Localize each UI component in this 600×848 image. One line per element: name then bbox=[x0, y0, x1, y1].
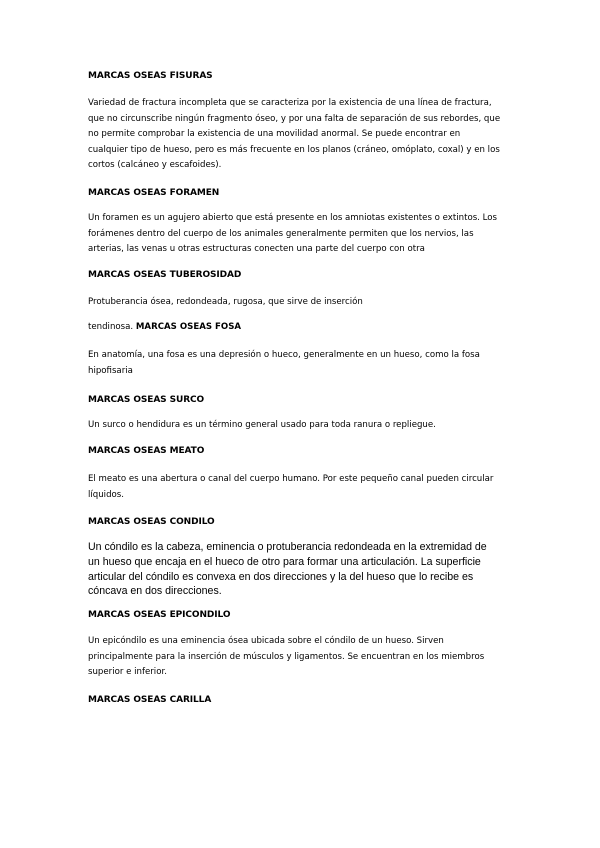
heading-fisuras: MARCAS OSEAS FISURAS bbox=[88, 71, 213, 81]
text-line: cortos (calcáneo y escafoides). bbox=[88, 160, 222, 170]
paragraph-foramen bbox=[88, 211, 528, 258]
paragraph-tuberosidad bbox=[88, 295, 528, 311]
tuberosidad-text-end: tendinosa. bbox=[88, 322, 134, 332]
heading-tuberosidad: MARCAS OSEAS TUBEROSIDAD bbox=[88, 270, 242, 280]
text-line: Variedad de fractura incompleta que se caracteriza por la existencia de una línea de fractura, bbox=[88, 98, 492, 108]
heading-foramen: MARCAS OSEAS FORAMEN bbox=[88, 188, 220, 198]
text-line: Un cóndilo es la cabeza, eminencia o protuberancia redondeada en la extremidad de bbox=[88, 541, 487, 553]
paragraph-meato bbox=[88, 472, 528, 503]
paragraph-surco bbox=[88, 418, 528, 434]
text-line: articular del cóndilo es convexa en dos direcciones y la del hueso que lo recibe es bbox=[88, 570, 474, 583]
text-line: superior e inferior. bbox=[88, 667, 167, 677]
heading-surco: MARCAS OSEAS SURCO bbox=[88, 395, 205, 405]
text-line: un hueso que encaja en el hueco de otro para formar una articulación. La superficie bbox=[88, 555, 481, 568]
text-line: Protuberancia ósea, redondeada, rugosa, que sirve de inserción bbox=[88, 297, 363, 307]
text-line: cóncava en dos direcciones. bbox=[88, 585, 222, 598]
text-line: forámenes dentro del cuerpo de los animales generalmente permiten que los nervios, las bbox=[88, 228, 474, 239]
paragraph-condilo bbox=[88, 540, 528, 599]
paragraph-fosa bbox=[88, 348, 528, 379]
text-line bbox=[88, 320, 528, 336]
text-line: Un foramen es un agujero abierto que está presente en los amniotas existentes o extintos. Los bbox=[88, 213, 498, 223]
text-line: cualquier tipo de hueso, pero es más frecuente en los planos (cráneo, omóplato, coxal) y en los bbox=[88, 144, 500, 155]
heading-meato: MARCAS OSEAS MEATO bbox=[88, 446, 205, 456]
paragraph-tuberosidad-end bbox=[88, 320, 528, 336]
paragraph-fisuras bbox=[88, 96, 528, 174]
text-line: El meato es una abertura o canal del cuerpo humano. Por este pequeño canal pueden circular bbox=[88, 474, 494, 484]
heading-fosa: MARCAS OSEAS FOSA bbox=[135, 322, 242, 332]
text-line: hipofisaria bbox=[88, 365, 133, 376]
text-line: En anatomía, una fosa es una depresión o hueco, generalmente en un hueso, como la fosa bbox=[88, 350, 480, 360]
heading-epicondilo: MARCAS OSEAS EPICONDILO bbox=[88, 610, 231, 620]
heading-carilla: MARCAS OSEAS CARILLA bbox=[88, 695, 212, 705]
text-line: Un surco o hendidura es un término general usado para toda ranura o repliegue. bbox=[88, 420, 436, 430]
text-line: Un epicóndilo es una eminencia ósea ubicada sobre el cóndilo de un hueso. Sirven bbox=[88, 636, 444, 646]
text-line: principalmente para la inserción de músculos y ligamentos. Se encuentran en los miembros bbox=[88, 651, 485, 662]
paragraph-epicondilo bbox=[88, 634, 528, 681]
text-line: que no circunscribe ningún fragmento óseo, y por una falta de separación de sus rebordes, que bbox=[88, 113, 501, 124]
text-line: arterias, las venas u otras estructuras conecten una parte del cuerpo con otra bbox=[88, 244, 425, 254]
heading-condilo: MARCAS OSEAS CONDILO bbox=[88, 517, 215, 527]
text-line: líquidos. bbox=[88, 489, 124, 500]
text-line: no permite comprobar la existencia de una movilidad anormal. Se puede encontrar en bbox=[88, 129, 461, 139]
